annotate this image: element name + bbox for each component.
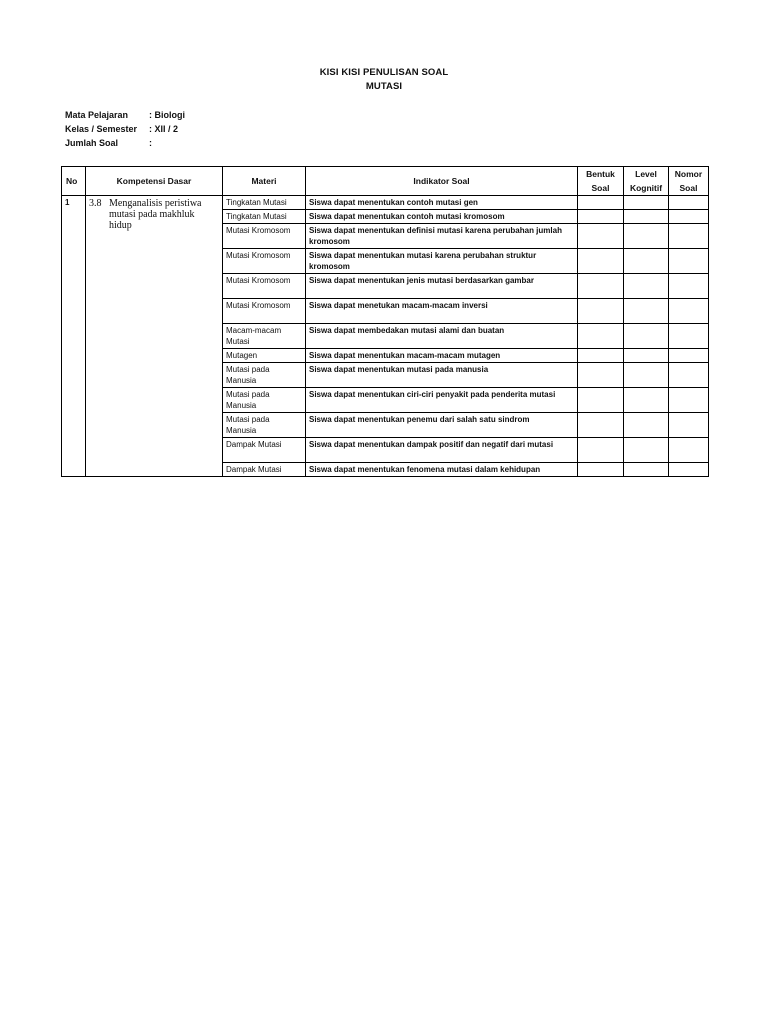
cell-bentuk-soal bbox=[578, 349, 624, 363]
header-kompetensi-dasar: Kompetensi Dasar bbox=[86, 167, 223, 196]
kisi-kisi-table bbox=[61, 166, 709, 477]
meta-count-label: Jumlah Soal bbox=[65, 138, 119, 148]
cell-indikator: Siswa dapat menentukan mutasi karena perubahan struktur kromosom bbox=[306, 249, 578, 274]
cell-level-kognitif bbox=[624, 224, 669, 249]
header-bentuk-line1: Bentuk bbox=[586, 169, 615, 179]
cell-bentuk-soal bbox=[578, 463, 624, 477]
cell-indikator: Siswa dapat menentukan ciri-ciri penyakit pada penderita mutasi bbox=[306, 388, 578, 413]
kd-text: Menganalisis peristiwa mutasi pada makhluk hidup bbox=[109, 198, 202, 231]
table-header-row bbox=[62, 167, 709, 196]
header-nomor-soal bbox=[669, 167, 709, 196]
meta-class-label: Kelas / Semester bbox=[65, 124, 138, 134]
cell-nomor-soal bbox=[669, 299, 709, 324]
cell-materi: Mutasi pada Manusia bbox=[223, 413, 306, 438]
table-row bbox=[62, 196, 709, 210]
cell-bentuk-soal bbox=[578, 413, 624, 438]
cell-indikator: Siswa dapat menentukan dampak positif dan negatif dari mutasi bbox=[306, 438, 578, 463]
cell-materi: Mutasi pada Manusia bbox=[223, 363, 306, 388]
kd-number: 3.8 bbox=[89, 198, 102, 209]
cell-materi: Mutasi Kromosom bbox=[223, 274, 306, 299]
cell-indikator: Siswa dapat menentukan contoh mutasi kromosom bbox=[306, 210, 578, 224]
header-nomor-line1: Nomor bbox=[674, 169, 703, 179]
cell-level-kognitif bbox=[624, 363, 669, 388]
cell-level-kognitif bbox=[624, 349, 669, 363]
header-level-line2: Kognitif bbox=[629, 183, 663, 193]
meta-subject bbox=[65, 110, 185, 120]
cell-nomor-soal bbox=[669, 274, 709, 299]
meta-count-value: : bbox=[149, 138, 152, 148]
cell-materi: Tingkatan Mutasi bbox=[223, 196, 306, 210]
cell-bentuk-soal bbox=[578, 438, 624, 463]
meta-subject-value: : Biologi bbox=[149, 110, 185, 120]
cell-level-kognitif bbox=[624, 196, 669, 210]
cell-level-kognitif bbox=[624, 463, 669, 477]
header-level-kognitif bbox=[624, 167, 669, 196]
header-nomor-line2: Soal bbox=[679, 183, 698, 193]
cell-level-kognitif bbox=[624, 438, 669, 463]
cell-nomor-soal bbox=[669, 249, 709, 274]
header-no: No bbox=[62, 167, 86, 196]
cell-materi: Mutasi Kromosom bbox=[223, 224, 306, 249]
cell-level-kognitif bbox=[624, 413, 669, 438]
cell-materi: Mutasi Kromosom bbox=[223, 249, 306, 274]
cell-level-kognitif bbox=[624, 299, 669, 324]
header-level-line1: Level bbox=[635, 169, 657, 179]
cell-nomor-soal bbox=[669, 224, 709, 249]
cell-bentuk-soal bbox=[578, 388, 624, 413]
cell-materi: Tingkatan Mutasi bbox=[223, 210, 306, 224]
cell-level-kognitif bbox=[624, 324, 669, 349]
cell-nomor-soal bbox=[669, 388, 709, 413]
meta-class-value: : XII / 2 bbox=[149, 124, 179, 134]
header-bentuk-soal bbox=[578, 167, 624, 196]
cell-nomor-soal bbox=[669, 196, 709, 210]
cell-materi: Macam-macam Mutasi bbox=[223, 324, 306, 349]
header-bentuk-line2: Soal bbox=[591, 183, 610, 193]
cell-indikator: Siswa dapat membedakan mutasi alami dan buatan bbox=[306, 324, 578, 349]
cell-materi: Mutasi pada Manusia bbox=[223, 388, 306, 413]
cell-nomor-soal bbox=[669, 463, 709, 477]
cell-indikator: Siswa dapat menetukan macam-macam inversi bbox=[306, 299, 578, 324]
cell-indikator: Siswa dapat menentukan definisi mutasi karena perubahan jumlah kromosom bbox=[306, 224, 578, 249]
cell-indikator: Siswa dapat menentukan penemu dari salah satu sindrom bbox=[306, 413, 578, 438]
cell-indikator: Siswa dapat menentukan fenomena mutasi dalam kehidupan bbox=[306, 463, 578, 477]
cell-bentuk-soal bbox=[578, 299, 624, 324]
cell-nomor-soal bbox=[669, 210, 709, 224]
document-subtitle: MUTASI bbox=[365, 81, 403, 92]
table-body bbox=[62, 196, 709, 477]
cell-level-kognitif bbox=[624, 249, 669, 274]
meta-subject-label: Mata Pelajaran bbox=[65, 110, 129, 120]
cell-bentuk-soal bbox=[578, 210, 624, 224]
cell-bentuk-soal bbox=[578, 363, 624, 388]
cell-nomor-soal bbox=[669, 349, 709, 363]
cell-bentuk-soal bbox=[578, 324, 624, 349]
header-indikator-soal: Indikator Soal bbox=[306, 167, 578, 196]
cell-bentuk-soal bbox=[578, 274, 624, 299]
cell-indikator: Siswa dapat menentukan macam-macam mutagen bbox=[306, 349, 578, 363]
meta-count bbox=[65, 138, 152, 148]
meta-class bbox=[65, 124, 178, 134]
cell-level-kognitif bbox=[624, 210, 669, 224]
cell-indikator: Siswa dapat menentukan jenis mutasi berdasarkan gambar bbox=[306, 274, 578, 299]
cell-bentuk-soal bbox=[578, 249, 624, 274]
cell-bentuk-soal bbox=[578, 196, 624, 210]
cell-materi: Dampak Mutasi bbox=[223, 463, 306, 477]
cell-materi: Mutagen bbox=[223, 349, 306, 363]
cell-nomor-soal bbox=[669, 324, 709, 349]
cell-indikator: Siswa dapat menentukan mutasi pada manusia bbox=[306, 363, 578, 388]
cell-no: 1 bbox=[62, 196, 86, 477]
cell-bentuk-soal bbox=[578, 224, 624, 249]
cell-kompetensi-dasar bbox=[86, 196, 223, 477]
cell-nomor-soal bbox=[669, 413, 709, 438]
cell-level-kognitif bbox=[624, 274, 669, 299]
cell-nomor-soal bbox=[669, 363, 709, 388]
cell-level-kognitif bbox=[624, 388, 669, 413]
cell-nomor-soal bbox=[669, 438, 709, 463]
cell-indikator: Siswa dapat menentukan contoh mutasi gen bbox=[306, 196, 578, 210]
cell-materi: Dampak Mutasi bbox=[223, 438, 306, 463]
document-title: KISI KISI PENULISAN SOAL bbox=[319, 67, 449, 78]
cell-materi: Mutasi Kromosom bbox=[223, 299, 306, 324]
header-materi: Materi bbox=[223, 167, 306, 196]
